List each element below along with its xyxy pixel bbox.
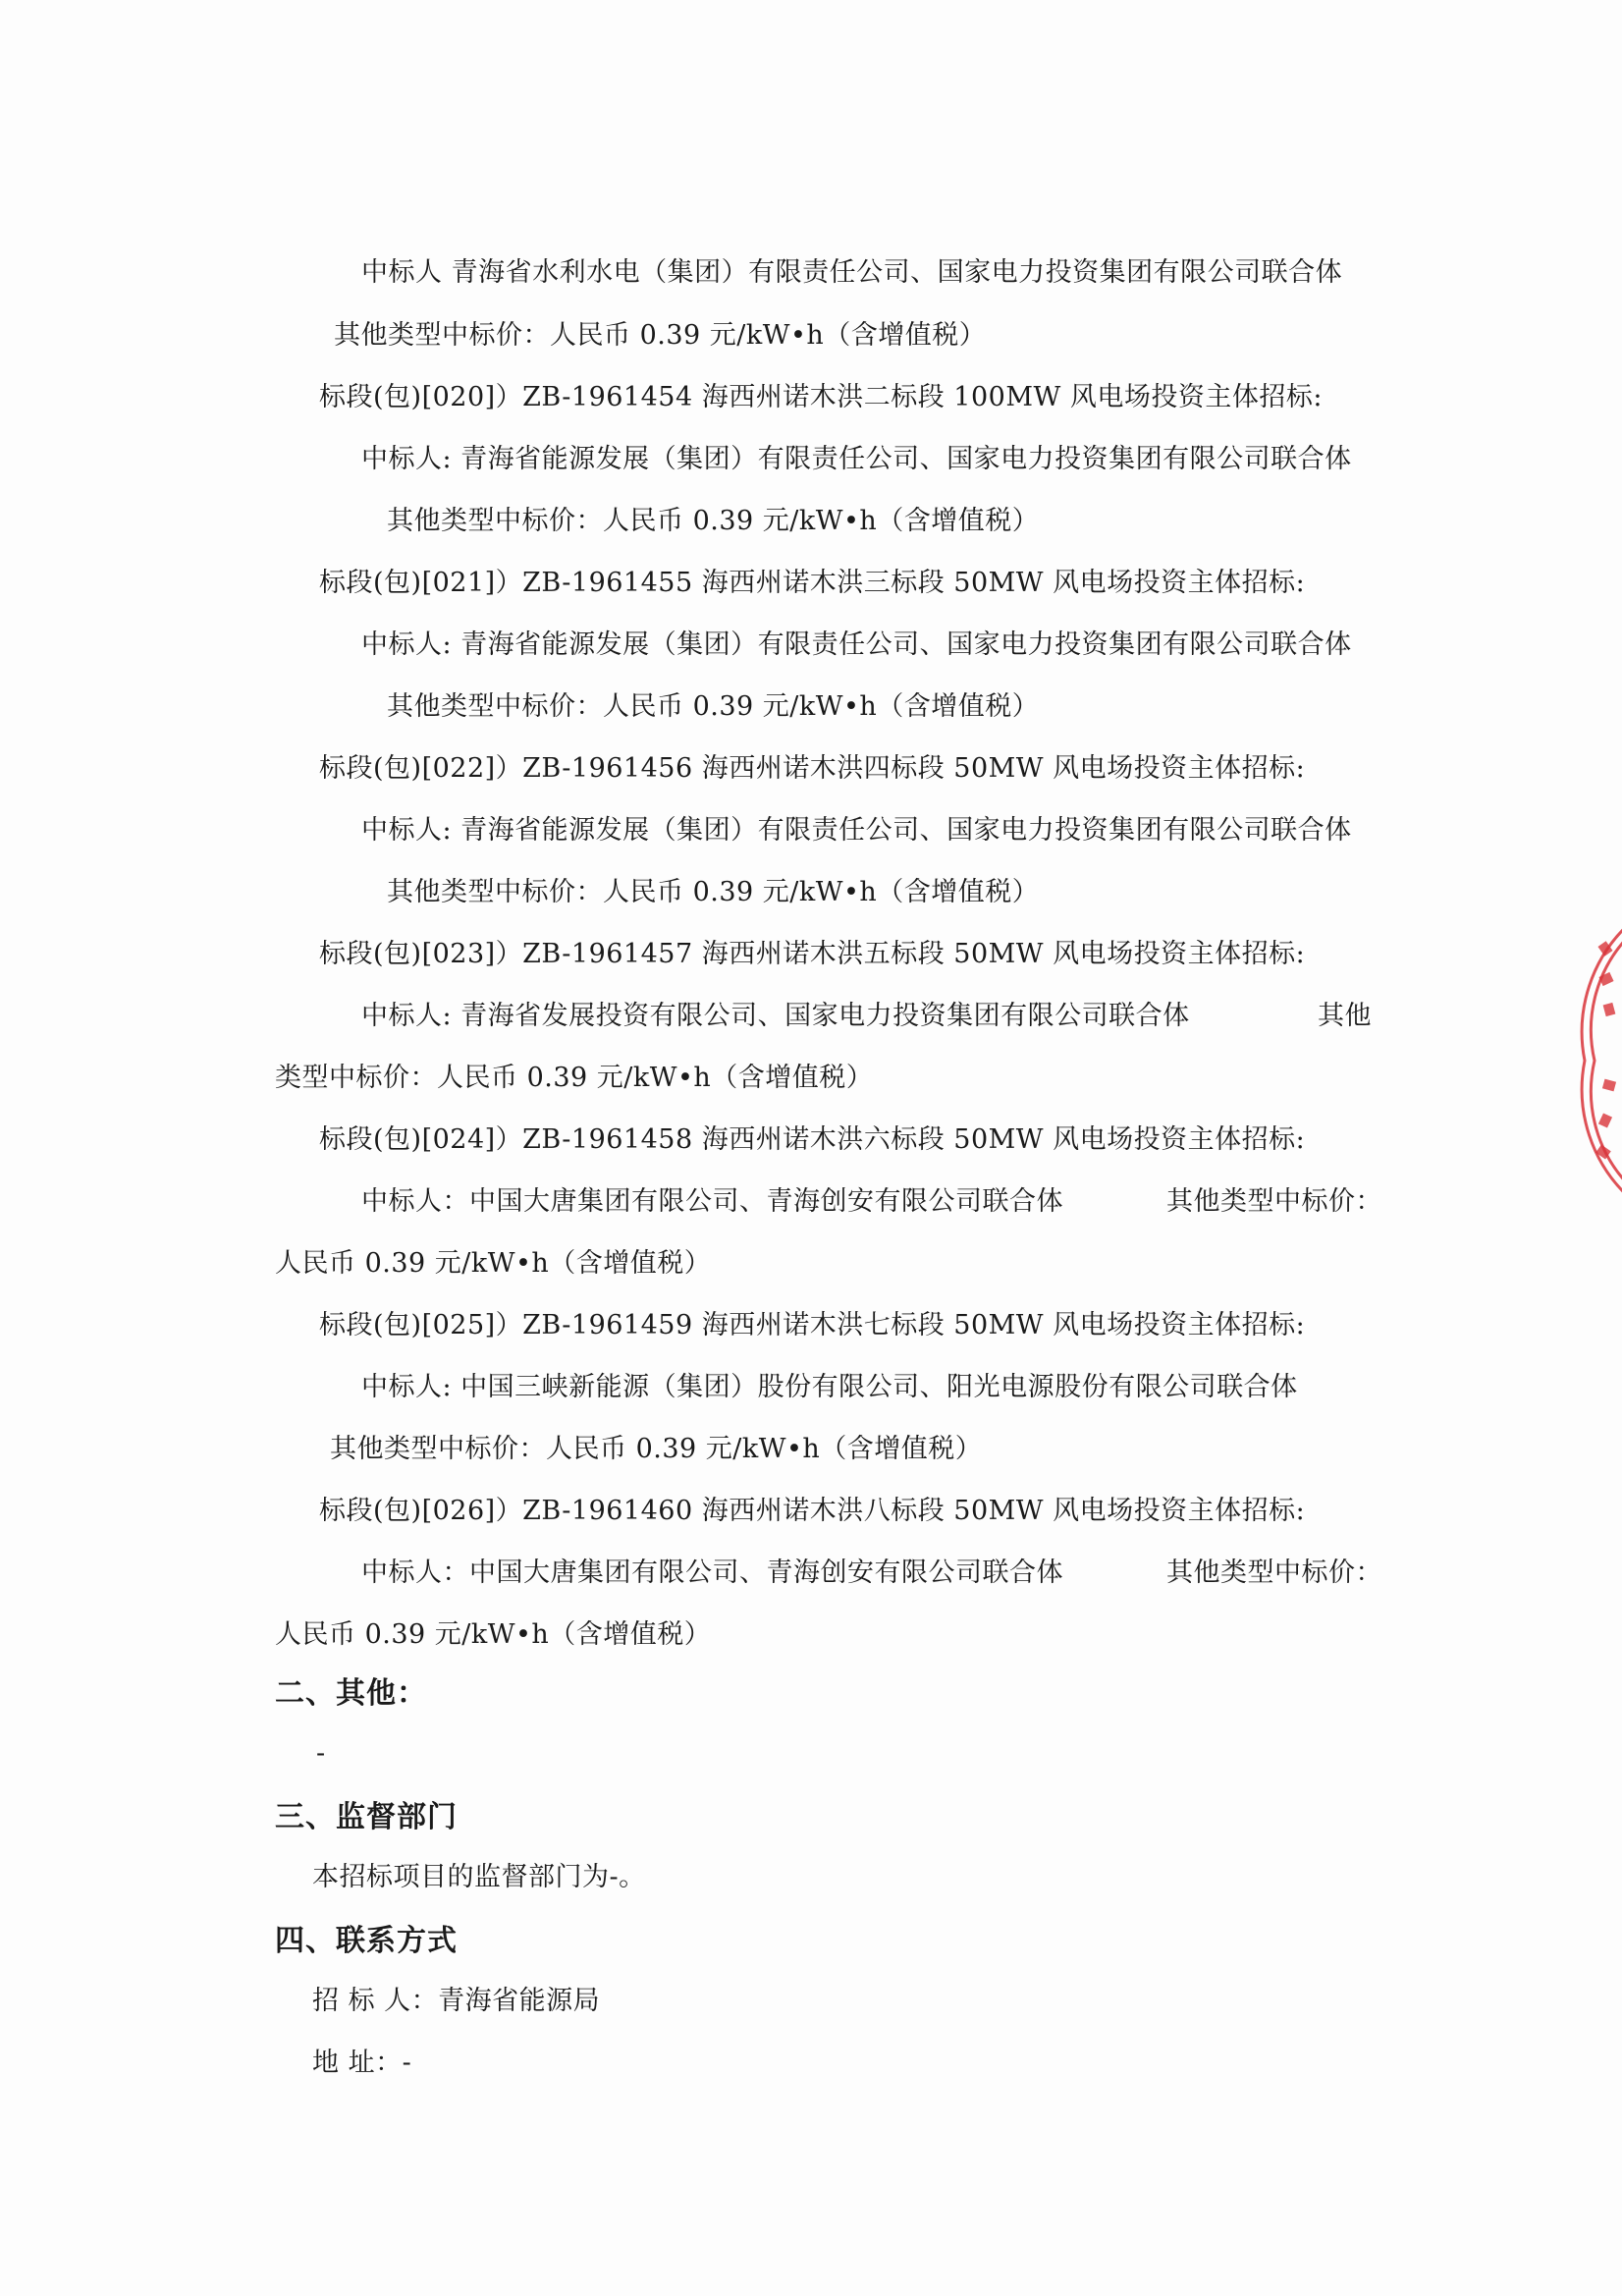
- award-price-line: 其他类型中标价：人民币 0.39 元/kW•h（含增值税）: [334, 320, 987, 351]
- contact-tenderer: 招 标 人：青海省能源局: [312, 1986, 601, 2016]
- award-price-line: 人民币 0.39 元/kW•h（含增值税）: [275, 1619, 712, 1650]
- award-price-line: 其他类型中标价：人民币 0.39 元/kW•h（含增值税）: [387, 877, 1040, 907]
- award-winner-line: 中标人 青海省水利水电（集团）有限责任公司、国家电力投资集团有限公司联合体: [361, 257, 1343, 288]
- award-price-label: 其他类型中标价：: [1166, 1186, 1382, 1217]
- section-heading-supervision: 三、监督部门: [275, 1800, 458, 1834]
- award-winner-line: 中标人：中国大唐集团有限公司、青海创安有限公司联合体: [361, 1558, 1063, 1588]
- award-price-line: 其他类型中标价：人民币 0.39 元/kW•h（含增值税）: [387, 691, 1040, 722]
- lot-title-023: 标段(包)[023]）ZB-1961457 海西州诺木洪五标段 50MW 风电场投资主体招标:: [319, 939, 1306, 969]
- award-winner-line: 中标人: 青海省发展投资有限公司、国家电力投资集团有限公司联合体: [361, 1001, 1190, 1031]
- award-price-line: 类型中标价：人民币 0.39 元/kW•h（含增值税）: [275, 1063, 874, 1093]
- official-seal-fragment: [1571, 913, 1622, 1208]
- lot-title-025: 标段(包)[025]）ZB-1961459 海西州诺木洪七标段 50MW 风电场投资主体招标:: [319, 1310, 1306, 1340]
- award-winner-line: 中标人: 青海省能源发展（集团）有限责任公司、国家电力投资集团有限公司联合体: [361, 444, 1352, 474]
- award-price-line: 人民币 0.39 元/kW•h（含增值税）: [275, 1248, 712, 1279]
- lot-title-021: 标段(包)[021]）ZB-1961455 海西州诺木洪三标段 50MW 风电场投资主体招标:: [319, 568, 1306, 598]
- award-winner-line: 中标人: 中国三峡新能源（集团）股份有限公司、阳光电源股份有限公司联合体: [361, 1372, 1298, 1402]
- section-heading-contact: 四、联系方式: [275, 1924, 458, 1958]
- section-heading-other: 二、其他：: [275, 1676, 427, 1711]
- award-price-line: 其他类型中标价：人民币 0.39 元/kW•h（含增值税）: [387, 506, 1040, 536]
- lot-title-020: 标段(包)[020]）ZB-1961454 海西州诺木洪二标段 100MW 风电场投资主体招标:: [319, 382, 1323, 412]
- award-price-label: 其他类型中标价：: [1166, 1558, 1382, 1588]
- lot-title-022: 标段(包)[022]）ZB-1961456 海西州诺木洪四标段 50MW 风电场投资主体招标:: [319, 753, 1306, 784]
- award-price-line: 其他类型中标价：人民币 0.39 元/kW•h（含增值税）: [330, 1434, 983, 1464]
- award-winner-line: 中标人: 青海省能源发展（集团）有限责任公司、国家电力投资集团有限公司联合体: [361, 815, 1352, 846]
- supervision-content: 本招标项目的监督部门为-。: [312, 1862, 646, 1892]
- lot-title-024: 标段(包)[024]）ZB-1961458 海西州诺木洪六标段 50MW 风电场投资主体招标:: [319, 1124, 1306, 1155]
- award-price-label: 其他: [1318, 1001, 1372, 1031]
- award-winner-line: 中标人: 青海省能源发展（集团）有限责任公司、国家电力投资集团有限公司联合体: [361, 629, 1352, 660]
- award-winner-line: 中标人：中国大唐集团有限公司、青海创安有限公司联合体: [361, 1186, 1063, 1217]
- section-other-content: -: [316, 1738, 326, 1769]
- contact-address: 地 址：-: [312, 2048, 412, 2078]
- lot-title-026: 标段(包)[026]）ZB-1961460 海西州诺木洪八标段 50MW 风电场投资主体招标:: [319, 1496, 1306, 1526]
